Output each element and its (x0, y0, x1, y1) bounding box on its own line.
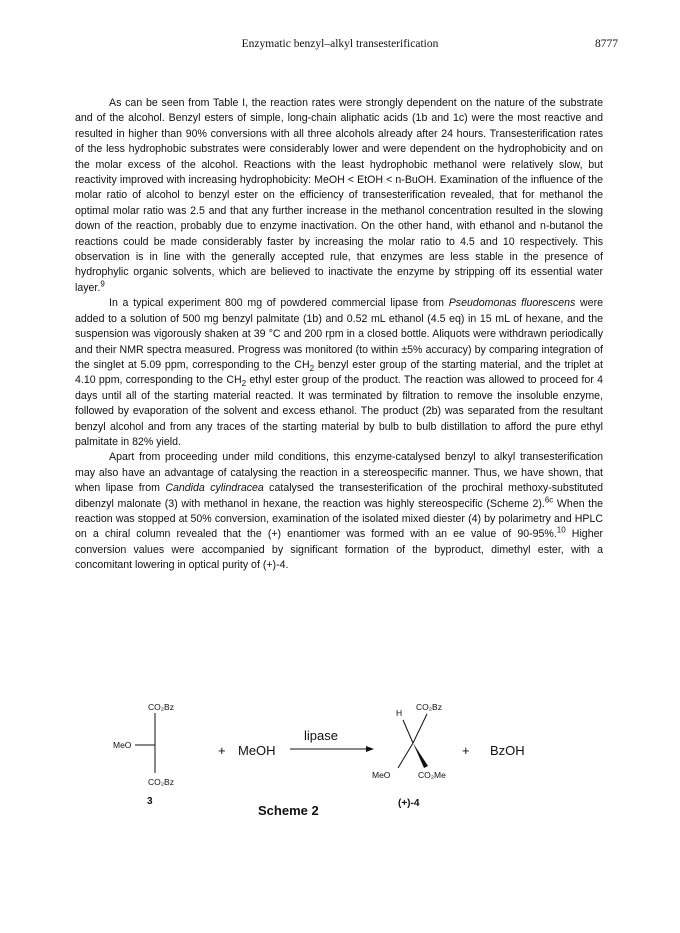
arrowhead (366, 746, 374, 752)
reaction-scheme (0, 700, 680, 820)
scheme-drawing (0, 700, 680, 820)
product-co2bz: CO₂Bz (416, 702, 442, 712)
paragraph-2-text-d: ethyl ester group of the product. The reaction was allowed to proceed for 4 days until all of the starting material reacted. It was terminated by filtration to remove the insoluble enzyme, followed by evaporation of the solvent and excess ethanol. The product (2b) was separated from the resultant benzyl alcohol and from any traces of the starting material by bulb to bulb distillation to afford the pure ethyl palmitate in 82% yield. (75, 374, 603, 448)
bond (413, 714, 427, 743)
organism-name: Candida cylindracea (165, 482, 264, 495)
scheme-caption: Scheme 2 (258, 803, 319, 818)
page-number: 8777 (595, 38, 618, 50)
paragraph-1-text: As can be seen from Table I, the reaction rates were strongly dependent on the nature of the substrate and of the alcohol. Benzyl esters of simple, long-chain aliphatic acids (1b and 1c) were the most reactive and resulted in higher than 90% conversions with all three alcohols already after 24 hours. Transesterification rates of the less hydrophobic substrates were considerably lower and were dependent on the hydrophobicity and on the molar excess of the alcohol. Reactions with the least hydrophobic methanol were relatively slow, but reactivity improved with increasing hydrophobicity: MeOH < EtOH < n-BuOH. Examination of the influence of the molar ratio of alcohol to benzyl ester on the efficiency of transesterification revealed, that for methanol the optimal molar ratio was 2.5 and that any further increase in the methanol concentration resulted in the slowing down of the reaction, probably due to enzyme inactivation. On the other hand, with ethanol and n-butanol the reactions could be made considerably faster by increasing the molar ratio to 4.5 and 10 respectively. This observation is in line with the generally accepted rule, that enzymes are less stable in the presence of hydrophylic organic solvents, which are believed to inactivate the enzyme by stripping off its essential water layer. (75, 97, 603, 294)
methanol: MeOH (238, 743, 276, 758)
paragraph-3 (75, 450, 603, 573)
paragraph-2-text-a: In a typical experiment 800 mg of powdered commercial lipase from (109, 297, 449, 310)
substrate-co2bz-bottom: CO₂Bz (148, 777, 174, 787)
reference-superscript: 10 (556, 525, 566, 535)
plus-sign: + (218, 743, 226, 758)
bond (403, 720, 413, 743)
product-meo: MeO (372, 770, 391, 780)
paragraph-3-text-b: catalysed the transesterification of the prochiral methoxy-substituted dibenzyl malonate (3) with methanol in hexane, the reaction was highly stereospecific (Scheme 2). (75, 482, 603, 510)
benzyl-alcohol: BzOH (490, 743, 525, 758)
product-h: H (396, 708, 403, 718)
paragraph-1 (75, 96, 603, 296)
compound-label-3: 3 (147, 796, 153, 807)
substrate-co2bz-top: CO₂Bz (148, 702, 174, 712)
product-co2me: CO₂Me (418, 770, 446, 780)
bond (398, 743, 413, 768)
compound-label-4: (+)-4 (398, 798, 420, 809)
running-title: Enzymatic benzyl–alkyl transesterification (241, 38, 439, 50)
subscript: 2 (309, 364, 315, 374)
paragraph-2-text-c: benzyl ester group of the starting material, and the triplet at 4.10 ppm, corresponding to the CH (75, 358, 603, 387)
reference-superscript: 9 (100, 279, 105, 289)
arrow-label-lipase: lipase (304, 728, 338, 743)
paragraph-2 (75, 296, 603, 450)
substrate-meo: MeO (113, 740, 132, 750)
plus-sign: + (462, 743, 470, 758)
paragraph-2-text-b: were added to a solution of 500 mg benzyl palmitate (1b) and 0.52 mL ethanol (4.5 eq) in 15 mL of hexane, and the suspension was vigorously shaken at 39 °C and 200 rpm in a closed bottle. Aliquots were withdrawn periodically and their NMR spectra measured. Progress was monitored (to within ±5% accuracy) by comparing integration of the singlet at 5.09 ppm, corresponding to the CH (75, 297, 603, 371)
body-text (75, 96, 603, 574)
paragraph-3-text-a: Apart from proceeding under mild conditions, this enzyme-catalysed benzyl to alkyl transesterification may also have an advantage of catalysing the reaction in a stereospecific manner. Thus, we have shown, that when lipase from (75, 451, 603, 495)
paragraph-3-text-d: Higher conversion values were accompanied by significant formation of the byproduct, dimethyl ester, with a concomitant lowering in optical purity of (+)-4. (75, 528, 604, 572)
reference-superscript: 6c (544, 495, 554, 505)
wedge-bond (413, 743, 428, 768)
paragraph-3-text-c: When the reaction was stopped at 50% conversion, examination of the isolated mixed diester (4) by polarimetry and HPLC on a chiral column revealed that the (+) enantiomer was formed with an ee value of 90-95%. (75, 497, 603, 541)
subscript: 2 (241, 379, 247, 389)
organism-name: Pseudomonas fluorescens (448, 297, 576, 310)
